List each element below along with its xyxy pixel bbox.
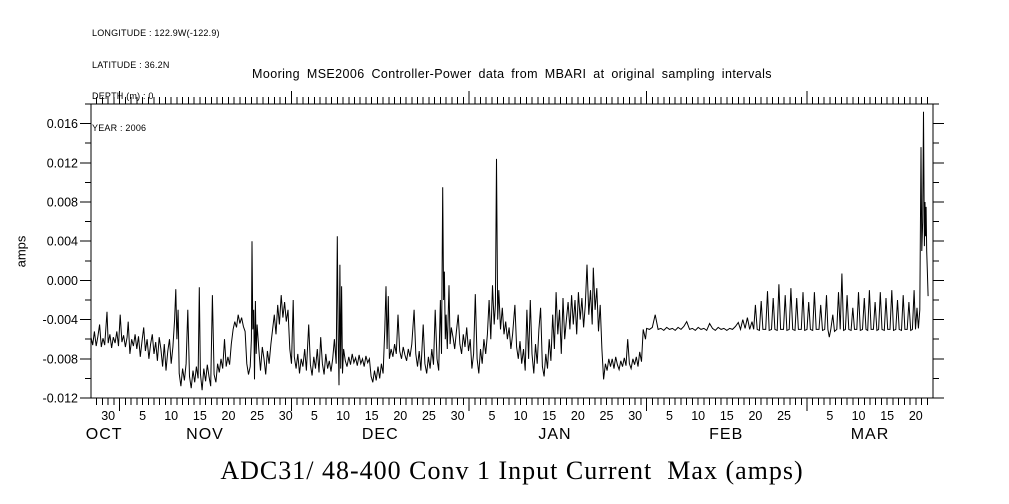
x-tick-label: 20 <box>221 409 236 423</box>
x-tick-label: 15 <box>719 409 734 423</box>
plot-frame <box>91 104 933 398</box>
x-tick-label: 10 <box>513 409 528 423</box>
y-tick-label: 0.016 <box>46 117 78 132</box>
x-tick-label: 5 <box>310 409 318 423</box>
x-tick-label: 30 <box>628 409 643 423</box>
y-axis-ticks <box>80 104 944 398</box>
x-tick-labels <box>101 409 923 423</box>
metadata-year: YEAR : 2006 <box>92 122 147 133</box>
x-tick-label: 5 <box>488 409 496 423</box>
x-tick-label: 5 <box>666 409 673 423</box>
x-tick-label: 30 <box>450 409 465 423</box>
month-label: FEB <box>709 426 744 443</box>
x-tick-label: 10 <box>851 409 866 423</box>
x-tick-label: 10 <box>164 409 179 423</box>
x-tick-label: 25 <box>777 409 792 423</box>
x-tick-label: 30 <box>101 409 116 423</box>
x-tick-label: 20 <box>570 409 585 423</box>
x-tick-label: 15 <box>364 409 379 423</box>
x-tick-label: 15 <box>192 409 207 423</box>
month-label: OCT <box>85 426 123 443</box>
x-tick-label: 10 <box>691 409 706 423</box>
x-tick-label: 15 <box>880 409 895 423</box>
y-tick-label: -0.012 <box>42 391 78 406</box>
y-tick-label: 0.012 <box>46 156 78 171</box>
x-tick-label: 30 <box>278 409 293 423</box>
plot-title: Mooring MSE2006 Controller-Power data from MBARI at original sampling intervals <box>252 67 772 81</box>
y-tick-label: 0.008 <box>46 195 78 210</box>
y-tick-label: -0.008 <box>42 352 78 367</box>
metadata-longitude: LONGITUDE : 122.9W(-122.9) <box>92 28 220 38</box>
month-labels <box>86 426 889 443</box>
metadata-latitude: LATITUDE : 36.2N <box>92 59 170 70</box>
y-tick-labels <box>43 117 79 405</box>
x-tick-label: 5 <box>826 409 834 423</box>
month-label: DEC <box>361 426 399 443</box>
y-tick-label: 0.000 <box>46 273 78 288</box>
x-tick-label: 20 <box>393 409 408 423</box>
x-tick-label: 20 <box>908 409 923 423</box>
data-series-line <box>91 112 928 390</box>
month-label: JAN <box>538 426 572 443</box>
y-tick-label: 0.004 <box>46 234 78 249</box>
x-tick-label: 25 <box>250 409 265 423</box>
footer-title: ADC31/ 48-400 Conv 1 Input Current Max (amps) <box>220 456 804 485</box>
metadata-depth: DEPTH (m) : 0 <box>92 91 154 101</box>
month-label: MAR <box>850 426 890 443</box>
x-tick-label: 5 <box>139 409 147 423</box>
x-tick-label: 15 <box>542 409 557 423</box>
x-tick-label: 25 <box>599 409 614 423</box>
month-label: NOV <box>186 426 224 443</box>
y-axis-label: amps <box>13 235 29 268</box>
x-tick-label: 25 <box>421 409 436 423</box>
x-tick-label: 20 <box>748 409 763 423</box>
y-tick-label: -0.004 <box>42 313 78 328</box>
x-tick-label: 10 <box>336 409 350 423</box>
